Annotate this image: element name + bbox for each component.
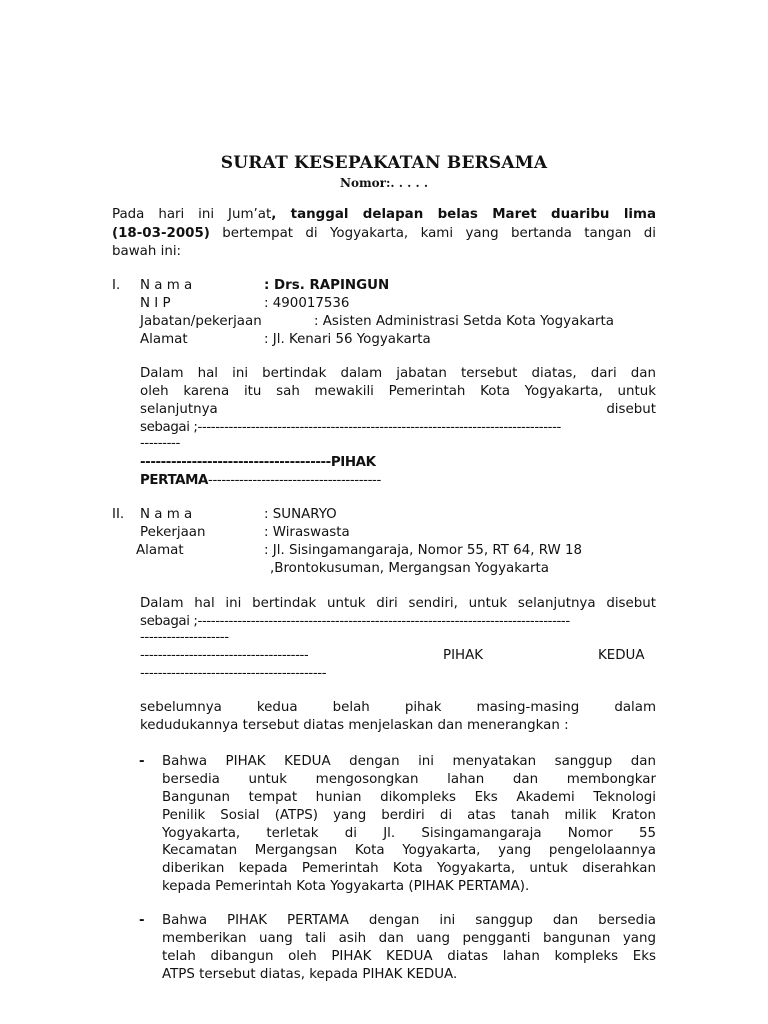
bullet1-line-4: Penilik Sosial (ATPS) yang berdiri di atas tanah milik Kraton	[162, 808, 656, 823]
closing-line-2: kedudukannya tersebut diatas menjelaskan dan menerangkan :	[140, 718, 569, 733]
document-number: Nomor:. . . . .	[339, 176, 429, 190]
pihak2-para-line-2: sebagai ;------------------------------------------------------------------------------------	[140, 614, 570, 629]
alamat-label-2: Alamat	[136, 543, 184, 558]
pihak1-para-line-1: Dalam hal ini bertindak dalam jabatan tersebut diatas, dari dan	[140, 366, 656, 381]
pihak2-label-line-2: ------------------------------------------	[140, 666, 327, 681]
bullet2-line-3: telah dibangun oleh PIHAK KEDUA diatas lahan kompleks Eks	[162, 949, 656, 964]
section-roman-2: II.	[112, 507, 125, 522]
bullet2-line-4: ATPS tersebut diatas, kepada PIHAK KEDUA.	[162, 967, 458, 982]
jabatan-label: Jabatan/pekerjaan	[140, 314, 262, 329]
pihak1-label-line-1: -------------------------------------PIHAK	[140, 455, 376, 470]
nama-value-2: : SUNARYO	[264, 507, 337, 522]
pihak2-label-pihak: PIHAK	[443, 648, 484, 663]
document-title: SURAT KESEPAKATAN BERSAMA	[220, 153, 548, 173]
intro-line-3: bawah ini:	[112, 244, 182, 259]
alamat-value-1: : Jl. Kenari 56 Yogyakarta	[264, 332, 431, 347]
alamat-value-2-cont: ,Brontokusuman, Mergangsan Yogyakarta	[270, 561, 549, 576]
pihak1-label-line-2: PERTAMA---------------------------------------	[140, 473, 381, 488]
bullet-dash-2: -	[139, 913, 145, 928]
pihak2-para-line-3: --------------------	[140, 630, 229, 645]
nip-label: N I P	[140, 296, 171, 311]
pekerjaan-value: : Wiraswasta	[264, 525, 350, 540]
closing-line-1: sebelumnya kedua belah pihak masing-masing dalam	[140, 700, 656, 715]
bullet1-line-8: kepada Pemerintah Kota Yogyakarta (PIHAK PERTAMA).	[162, 879, 530, 894]
nip-value: : 490017536	[264, 296, 350, 311]
bullet1-line-2: bersedia untuk mengosongkan lahan dan membongkar	[162, 772, 656, 787]
pihak2-label-kedua: KEDUA	[598, 648, 645, 663]
pihak1-para-line-3: selanjutnya disebut	[140, 402, 656, 417]
bullet-dash-1: -	[139, 754, 145, 769]
bullet2-line-1: Bahwa PIHAK PERTAMA dengan ini sanggup dan bersedia	[162, 913, 656, 928]
nama-label-2: N a m a	[140, 507, 193, 522]
bullet1-line-7: diberikan kepada Pemerintah Kota Yogyakarta, untuk diserahkan	[162, 861, 656, 876]
bullet1-line-6: Kecamatan Mergangsan Kota Yogyakarta, yang pengelolaannya	[162, 843, 656, 858]
bullet1-line-5: Yogyakarta, terletak di Jl. Sisingamangaraja Nomor 55	[162, 826, 656, 841]
pihak2-label-dashes: --------------------------------------	[140, 648, 309, 663]
pekerjaan-label: Pekerjaan	[140, 525, 206, 540]
pihak1-para-line-5: ---------	[140, 436, 180, 451]
bullet1-line-1: Bahwa PIHAK KEDUA dengan ini menyatakan sanggup dan	[162, 754, 656, 769]
alamat-value-2: : Jl. Sisingamangaraja, Nomor 55, RT 64, RW 18	[264, 543, 583, 558]
section-roman-1: I.	[112, 278, 121, 293]
pihak1-para-line-2: oleh karena itu sah mewakili Pemerintah Kota Yogyakarta, untuk	[140, 384, 656, 399]
pihak2-para-line-1: Dalam hal ini bertindak untuk diri sendiri, untuk selanjutnya disebut	[140, 596, 656, 611]
bullet2-line-2: memberikan uang tali asih dan uang pengganti bangunan yang	[162, 931, 656, 946]
bullet1-line-3: Bangunan tempat hunian dikompleks Eks Akademi Teknologi	[162, 790, 656, 805]
intro-line-1: Pada hari ini Jum’at, tanggal delapan belas Maret duaribu lima	[112, 207, 656, 222]
nama-label-1: N a m a	[140, 278, 193, 293]
nama-value-1: : Drs. RAPINGUN	[264, 278, 390, 293]
jabatan-value: : Asisten Administrasi Setda Kota Yogyakarta	[314, 314, 614, 329]
intro-line-2: (18-03-2005) bertempat di Yogyakarta, kami yang bertanda tangan di	[112, 226, 656, 241]
alamat-label-1: Alamat	[140, 332, 188, 347]
pihak1-para-line-4: sebagai ;----------------------------------------------------------------------------------	[140, 420, 561, 435]
